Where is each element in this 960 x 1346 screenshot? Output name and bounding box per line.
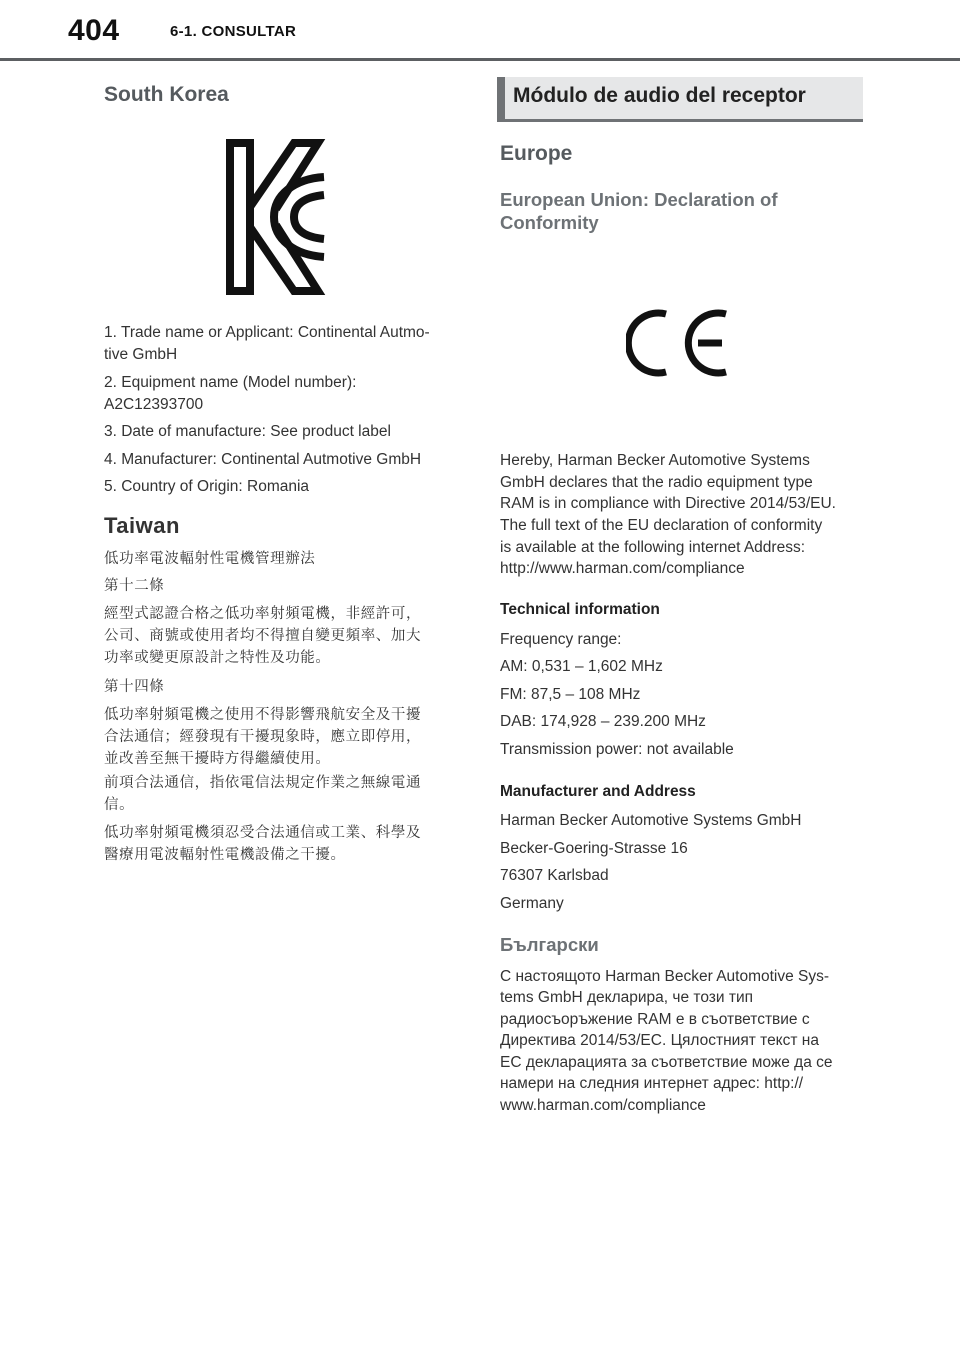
bg-line: Директива 2014/53/ЕС. Цялостният текст на: [500, 1032, 819, 1049]
korea-item-3: 3. Date of manufacture: See product label: [104, 423, 391, 440]
tech-line: Transmission power: not available: [500, 741, 734, 758]
bg-line: С настоящото Harman Becker Automotive Sys-: [500, 968, 830, 985]
taiwan-heading: Taiwan: [104, 513, 180, 538]
taiwan-line: 經型式認證合格之低功率射頻電機，非經許可，: [104, 606, 422, 622]
manufacturer-line: Harman Becker Automotive Systems GmbH: [500, 812, 802, 829]
eu-text-line: Hereby, Harman Becker Automotive Systems: [500, 452, 810, 469]
eu-text-line: RAM is in compliance with Directive 2014/53/EU.: [500, 495, 836, 512]
tech-line: DAB: 174,928 – 239.200 MHz: [500, 713, 706, 730]
taiwan-line: 低功率射頻電機須忍受合法通信或工業、科學及: [104, 825, 422, 841]
taiwan-line: 第十四條: [104, 679, 165, 695]
tech-line: FM: 87,5 – 108 MHz: [500, 686, 641, 703]
section-label: 6-1. CONSULTAR: [170, 23, 297, 40]
banner-title: Módulo de audio del receptor: [513, 84, 806, 107]
bg-line: www.harman.com/compliance: [500, 1097, 706, 1114]
tech-line: AM: 0,531 – 1,602 MHz: [500, 658, 663, 675]
bg-line: намери на следния интернет адрес: http://: [500, 1075, 804, 1092]
ce-mark-icon: [626, 306, 730, 380]
page-number: 404: [68, 14, 120, 47]
manufacturer-heading: Manufacturer and Address: [500, 783, 696, 800]
taiwan-line: 第十二條: [104, 578, 165, 594]
manufacturer-line: 76307 Karlsbad: [500, 867, 609, 884]
taiwan-line: 並改善至無干擾時方得繼續使用。: [104, 751, 331, 767]
korea-item-5: 5. Country of Origin: Romania: [104, 478, 310, 495]
page-header: [0, 0, 960, 62]
eu-text-line: GmbH declares that the radio equipment type: [500, 474, 813, 491]
eu-text-line: The full text of the EU declaration of conformity: [500, 517, 823, 534]
bulgarian-heading: Български: [500, 934, 599, 955]
korea-item-1b: tive GmbH: [104, 346, 178, 363]
manufacturer-line: Becker-Goering-Strasse 16: [500, 840, 688, 857]
korea-item-1a: 1. Trade name or Applicant: Continental Autmo-: [104, 324, 430, 341]
tech-line: Frequency range:: [500, 631, 622, 648]
taiwan-line: 前項合法通信，指依電信法規定作業之無線電通: [104, 775, 422, 791]
taiwan-line: 醫療用電波輻射性電機設備之干擾。: [104, 847, 346, 863]
technical-info-heading: Technical information: [500, 601, 660, 618]
taiwan-line: 合法通信；經發現有干擾現象時，應立即停用，: [104, 729, 422, 745]
manufacturer-line: Germany: [500, 895, 564, 912]
section-banner: [497, 77, 863, 122]
taiwan-line: 低功率射頻電機之使用不得影響飛航安全及干擾: [104, 707, 422, 723]
south-korea-heading: South Korea: [104, 83, 229, 106]
taiwan-line: 低功率電波輻射性電機管理辦法: [104, 551, 316, 567]
korea-item-2b: A2C12393700: [104, 396, 204, 413]
bg-line: радиосъоръжение RAM е в съответствие с: [500, 1011, 810, 1028]
bg-line: tems GmbH декларира, че този тип: [500, 989, 753, 1006]
bg-line: ЕС декларацията за съответствие може да се: [500, 1054, 833, 1071]
taiwan-line: 功率或變更原設計之特性及功能。: [104, 650, 331, 666]
kc-mark-icon: [224, 137, 328, 297]
korea-item-2a: 2. Equipment name (Model number):: [104, 374, 357, 391]
eu-heading-line: Conformity: [500, 212, 599, 233]
banner-accent-bar: [497, 77, 505, 119]
korea-item-4: 4. Manufacturer: Continental Autmotive GmbH: [104, 451, 422, 468]
taiwan-line: 信。: [104, 797, 135, 813]
eu-text-line: is available at the following internet Address:: [500, 539, 806, 556]
eu-declaration-heading: [500, 188, 860, 234]
eu-heading-line: European Union: Declaration of: [500, 189, 778, 210]
eu-text-line: http://www.harman.com/compliance: [500, 560, 745, 577]
header-rule: [0, 58, 960, 61]
taiwan-line: 公司、商號或使用者均不得擅自變更頻率、加大: [104, 628, 422, 644]
europe-heading: Europe: [500, 142, 573, 165]
